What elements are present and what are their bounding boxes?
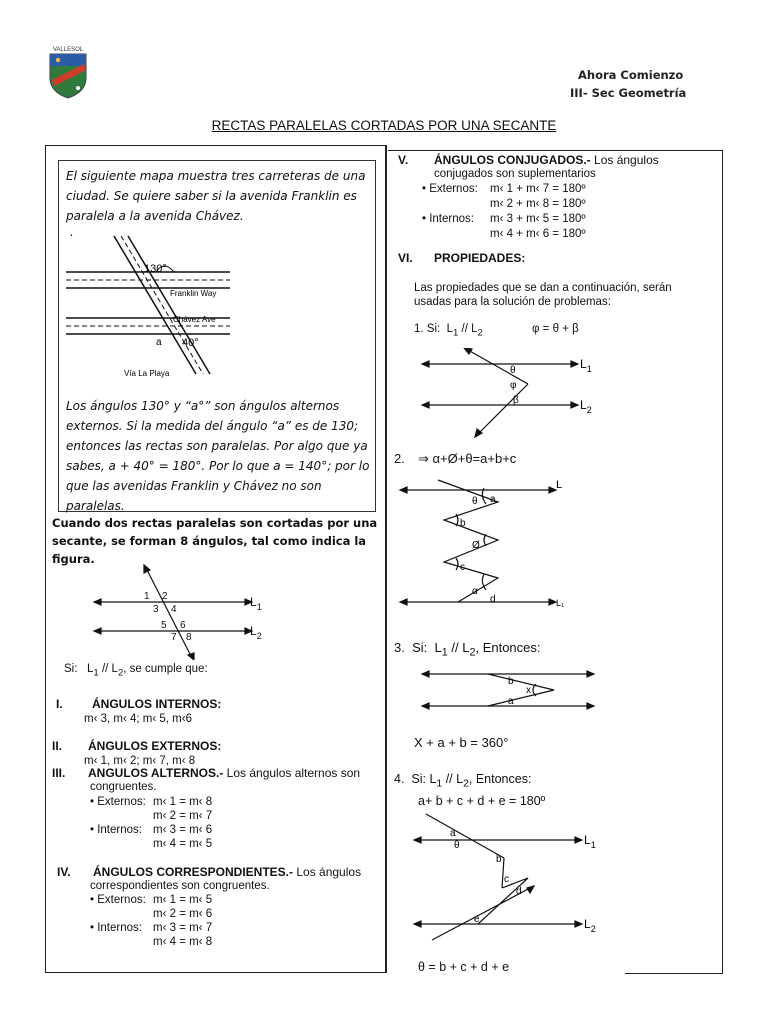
section-iii-int-label: • Internos:: [90, 824, 142, 836]
section-v-int-label: • Internos:: [422, 213, 474, 225]
intro-conclusion: Los ángulos 130° y “a°” son ángulos alternos externos. Si la medida del ángulo “a” es de 130; entonces las rectas son paralelas. Por algo que ya sabes, a + 40° = 180°. Por lo que a = 140°; por lo que las avenidas Franklin y Chávez no son paralelas.: [66, 399, 370, 513]
chavez-ave-label: Chávez Ave: [173, 315, 216, 324]
eight-angles-figure: [88, 564, 278, 660]
section-iv-ext-label: • Externos:: [90, 894, 146, 906]
section-iv-ext1: m‹ 1 = m‹ 5: [153, 894, 213, 906]
prop2-label: 2.: [394, 451, 405, 466]
prop1-figure: [418, 348, 618, 438]
prop1-l1-label: $L_1$: [580, 357, 592, 374]
line-l1-label: $L_1$: [250, 595, 262, 612]
right-frame-top: [388, 150, 723, 151]
prop3-a: a: [508, 696, 514, 707]
section-iii-heading: III. ANGULOS ALTERNOS.- Los ángulos alternos son: [52, 766, 361, 780]
line-l2-label: $L_2$: [250, 624, 262, 641]
school-logo: [44, 44, 92, 100]
prop4-e: e: [474, 914, 480, 925]
section-iii-ext1: m‹ 1 = m‹ 8: [153, 796, 213, 808]
prop1-beta: β: [513, 395, 519, 406]
prop2-formula: ⇒ α+Ø+θ=a+b+c: [418, 451, 517, 466]
prop2-l1-label: L₁: [556, 598, 565, 608]
section-v-int2: m‹ 4 + m‹ 6 = 180º: [490, 228, 586, 240]
intro-text: El siguiente mapa muestra tres carreteras de una ciudad. Se quiere saber si la avenida Franklin es paralela a la avenida Chávez.: [66, 169, 366, 223]
header-line-1: Ahora Comienzo: [578, 68, 684, 82]
prop4-b: b: [496, 854, 502, 865]
prop1-l2-label: $L_2$: [580, 398, 592, 415]
prop4-a: a: [450, 828, 456, 839]
angle-8-label: 8: [186, 632, 192, 643]
prop2-b: b: [460, 518, 466, 529]
prop2-theta: θ: [472, 496, 478, 507]
prop4-statement: 4. Si: $L_1 // L_2$, Entonces:: [394, 772, 532, 790]
column-divider: [385, 145, 386, 973]
prop3-figure: [418, 662, 618, 722]
page-title: RECTAS PARALELAS CORTADAS POR UNA SECANTE: [211, 118, 557, 133]
prop1-statement: 1. Si: $L_1 // L_2$: [414, 323, 483, 339]
prop3-formula: X + a + b = 360°: [414, 735, 509, 750]
prop4-l2-label: $L_2$: [584, 917, 596, 934]
prop2-phi: Ø: [472, 540, 480, 551]
section-iv-int1: m‹ 3 = m‹ 7: [153, 922, 213, 934]
section-vi-intro-2: usadas para la solución de problemas:: [414, 296, 611, 308]
angle-a-label: a: [156, 337, 162, 348]
prop4-formula: θ = b + c + d + e: [418, 960, 510, 974]
right-frame-bottom: [625, 973, 723, 974]
section-v-desc2: conjugados son suplementarios: [434, 168, 596, 180]
section-i-line: m‹ 3, m‹ 4; m‹ 5, m‹6: [84, 713, 192, 725]
prop2-d: d: [490, 594, 496, 605]
section-iii-int1: m‹ 3 = m‹ 6: [153, 824, 213, 836]
prop1-formula: φ = θ + β: [532, 323, 579, 335]
si-cumple-line: Si: $L_1 // L_2$, se cumple que:: [64, 663, 208, 679]
section-iv-int-label: • Internos:: [90, 922, 142, 934]
section-v-ext2: m‹ 2 + m‹ 8 = 180º: [490, 198, 586, 210]
section-iv-int2: m‹ 4 = m‹ 8: [153, 936, 213, 948]
angle-130-label: 130°: [144, 263, 167, 275]
prop3-x: x: [526, 685, 531, 696]
angle-5-label: 5: [161, 620, 167, 631]
prop3-b: b: [508, 676, 514, 687]
section-v-ext-label: • Externos:: [422, 183, 478, 195]
section-v-int1: m‹ 3 + m‹ 5 = 180º: [490, 213, 586, 225]
prop4-sum: a+ b + c + d + e = 180º: [418, 794, 546, 808]
section-iv-ext2: m‹ 2 = m‹ 6: [153, 908, 213, 920]
section-ii-line: m‹ 1, m‹ 2; m‹ 7, m‹ 8: [84, 755, 196, 767]
section-iii-ext-label: • Externos:: [90, 796, 146, 808]
angle-2-label: 2: [162, 591, 168, 602]
angle-4-label: 4: [171, 604, 177, 615]
prop2-l-label: L: [556, 479, 563, 491]
right-frame-side: [722, 150, 723, 973]
prop2-a: a: [490, 494, 496, 505]
logo-text: VALLESOL: [52, 47, 84, 53]
cuando-text: Cuando dos rectas paralelas son cortadas por una secante, se forman 8 ángulos, tal como indica la figura.: [52, 516, 378, 566]
prop4-c: c: [504, 874, 509, 885]
section-v-ext1: m‹ 1 + m‹ 7 = 180º: [490, 183, 586, 195]
angle-6-label: 6: [180, 620, 186, 631]
section-iv-heading: IV. ÁNGULOS CORRESPONDIENTES.- Los ángulos: [57, 865, 362, 879]
header-line-2: III- Sec Geometría: [570, 86, 687, 100]
section-iii-int2: m‹ 4 = m‹ 5: [153, 838, 213, 850]
prop2-c: c: [460, 562, 465, 573]
via-la-playa-label: Vía La Playa: [124, 369, 170, 378]
section-iii-ext2: m‹ 2 = m‹ 7: [153, 810, 213, 822]
section-vi-heading: VI. PROPIEDADES:: [398, 251, 526, 265]
angle-7-label: 7: [171, 632, 177, 643]
angle-40-label: 40°: [182, 337, 199, 349]
section-v-heading: V. ÁNGULOS CONJUGADOS.- Los ángulos: [398, 153, 659, 167]
franklin-way-label: Franklin Way: [170, 289, 217, 298]
angle-3-label: 3: [153, 604, 159, 615]
header-info: [570, 66, 687, 102]
angle-1-label: 1: [144, 591, 150, 602]
prop2-alpha: α: [472, 586, 478, 597]
road-map-diagram: [64, 232, 244, 382]
prop2-figure: [398, 474, 578, 614]
prop4-d: d: [516, 886, 522, 897]
prop3-statement: 3. Si: $L_1 // L_2$, Entonces:: [394, 640, 541, 659]
section-iii-desc2: congruentes.: [90, 781, 157, 793]
section-iv-desc2: correspondientes son congruentes.: [90, 880, 270, 892]
prop4-figure: [412, 812, 612, 948]
intro-dot: .: [70, 225, 74, 239]
section-ii-heading: II. ÁNGULOS EXTERNOS:: [52, 739, 222, 753]
prop4-l1-label: $L_1$: [584, 833, 596, 850]
prop1-phi: φ: [510, 380, 517, 391]
section-vi-intro-1: Las propiedades que se dan a continuación, serán: [414, 282, 672, 294]
section-i-heading: I. ÁNGULOS INTERNOS:: [56, 697, 222, 711]
prop1-theta: θ: [510, 365, 516, 376]
prop4-theta: θ: [454, 840, 460, 851]
